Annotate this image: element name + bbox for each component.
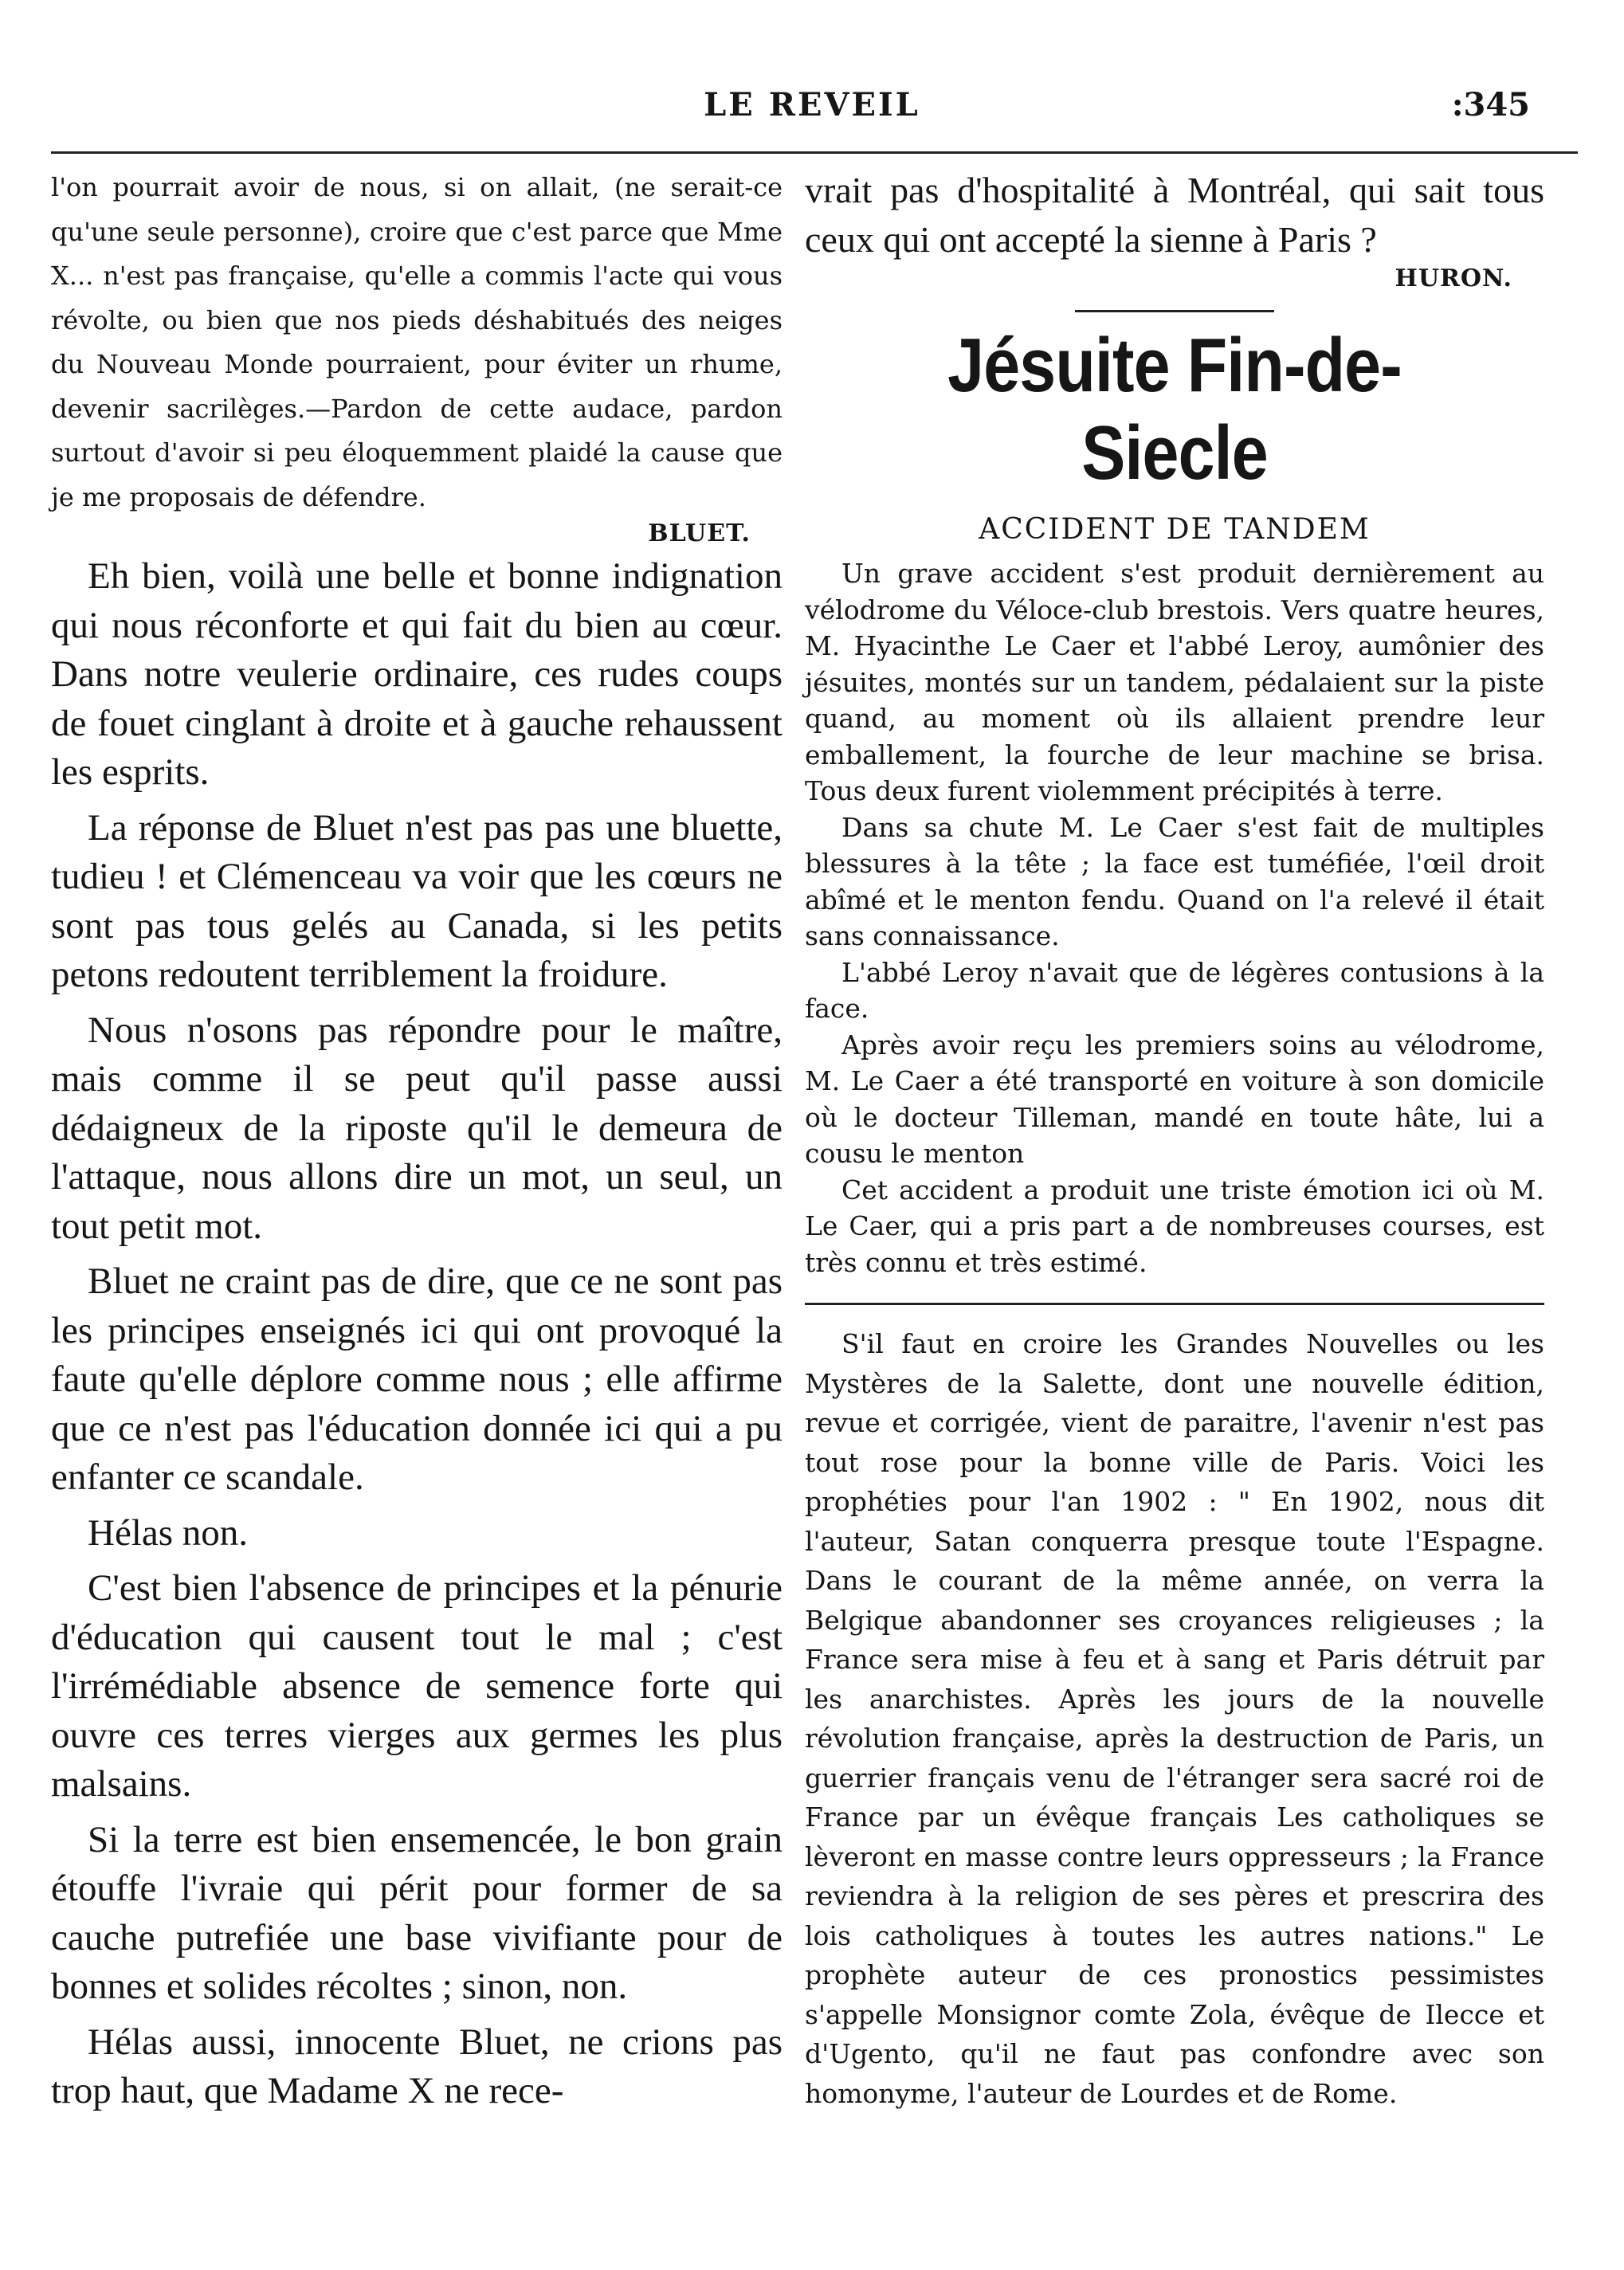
article-subhead: ACCIDENT DE TANDEM (979, 513, 1371, 546)
editorial-paragraph-7: Si la terre est bien ensemencée, le bon grain étouffe l'ivraie qui périt pour former de sa cauche putrefiée une base vivifiante pour de bonnes et solides récoltes ; sinon, non. (51, 1818, 783, 2007)
running-head-title: LE REVEIL (704, 86, 920, 123)
article-paragraph-1: Un grave accident s'est produit dernièrement au vélodrome du Véloce-club brestois. Vers quatre heures, M. Hyacinthe Le Caer et l'abbé Leroy, aumônier des jésuites, montés sur un tandem, pédalaient sur la piste quand, au moment où ils allaient prendre leur emballement, la fourche de leur machine se brisa. Tous deux furent violemment précipités à terre. (805, 558, 1544, 806)
editorial-paragraph-3: Nous n'osons pas répondre pour le maître, mais comme il se peut qu'il passe aussi dédaigneux de la riposte qu'il le demeura de l'attaque, nous allons dire un mot, un seul, un tout petit mot. (51, 1009, 783, 1247)
section-divider (805, 1303, 1544, 1305)
article-headline: Jésuite Fin-de-Siecle (947, 323, 1402, 496)
page-number: :345 (1451, 86, 1530, 123)
left-column (51, 166, 783, 2116)
continuation-text: vrait pas d'hospitalité à Montréal, qui sait tous ceux qui ont accepté la sienne à Paris ? (805, 170, 1544, 260)
article-paragraph-3: L'abbé Leroy n'avait que de légères contusions à la face. (805, 956, 1544, 1024)
editorial-paragraph-6: C'est bien l'absence de principes et la pénurie d'éducation qui causent tout le mal ; c'est l'irrémédiable absence de semence forte qui ouvre ces terres vierges aux germes les plus malsains. (51, 1567, 783, 1805)
right-column (805, 166, 1544, 2113)
article-paragraph-2: Dans sa chute M. Le Caer s'est fait de multiples blessures à la tête ; la face est tuméfiée, l'œil droit abîmé et le menton fendu. Quand on l'a relevé il était sans connaissance. (805, 811, 1544, 951)
article-top-rule (1075, 310, 1274, 312)
letter-end-text: l'on pourrait avoir de nous, si on allait, (ne serait-ce qu'une seule personne), croire que c'est parce que Mme X... n'est pas française, qu'elle a commis l'acte qui vous révolte, ou bien que nos pieds déshabitués des neiges du Nouveau Monde pourraient, pour éviter un rhume, devenir sacrilèges.—Pardon de cette audace, pardon surtout d'avoir si peu éloquemment plaidé la cause que je me proposais de défendre. (51, 172, 783, 512)
editorial-paragraph-4: Bluet ne craint pas de dire, que ce ne sont pas les principes enseignés ici qui ont provoqué la faute qu'elle déplore comme nous ; elle affirme que ce n'est pas l'éducation donnée ici qui a pu enfanter ce scandale. (51, 1260, 783, 1498)
editorial-paragraph-8: Hélas aussi, innocente Bluet, ne crions pas trop haut, que Madame X ne rece- (51, 2021, 783, 2111)
letter-signature: BLUET. (648, 519, 751, 547)
editorial-paragraph-1: Eh bien, voilà une belle et bonne indignation qui nous réconforte et qui fait du bien au cœur. Dans notre veulerie ordinaire, ces rudes coups de fouet cinglant à droite et à gauche rehaussent les esprits. (51, 555, 783, 793)
article-paragraph-5: Cet accident a produit une triste émotion ici où M. Le Caer, qui a pris part a de nombreuses courses, est très connu et très estimé. (805, 1174, 1544, 1278)
article-paragraph-4: Après avoir reçu les premiers soins au vélodrome, M. Le Caer a été transporté en voiture à son domicile où le docteur Tilleman, mandé en toute hâte, lui a cousu le menton (805, 1029, 1544, 1169)
header-rule (51, 151, 1578, 154)
editorial-paragraph-5: Hélas non. (88, 1511, 249, 1554)
editorial-paragraph-2: La réponse de Bluet n'est pas pas une bluette, tudieu ! et Clémenceau va voir que les cœurs ne sont pas tous gelés au Canada, si les petits petons redoutent terriblement la froidure. (51, 806, 783, 995)
prophecy-article-text: S'il faut en croire les Grandes Nouvelles ou les Mystères de la Salette, dont une nouvelle édition, revue et corrigée, vient de paraitre, l'avenir n'est pas tout rose pour la bonne ville de Paris. Voici les prophéties pour l'an 1902 : " En 1902, nous dit l'auteur, Satan conquerra presque toute l'Espagne. Dans le courant de la même année, on verra la Belgique abandonner ses croyances religieuses ; la France sera mise à feu et à sang et Paris détruit par les anarchistes. Après les jours de la nouvelle révolution française, après la destruction de Paris, un guerrier français venu de l'étranger sera sacré roi de France par un évêque français Les catholiques se lèveront en masse contre leurs oppresseurs ; la France reviendra à la religion de ses pères et prescrira des lois catholiques à toutes les autres nations." Le prophète auteur de ces pronostics pessimistes s'appelle Monsignor comte Zola, évêque de Ilecce et d'Ugento, qu'il ne faut pas confondre avec son homonyme, l'auteur de Lourdes et de Rome. (805, 1328, 1544, 2109)
continuation-signature: HURON. (1395, 265, 1512, 292)
